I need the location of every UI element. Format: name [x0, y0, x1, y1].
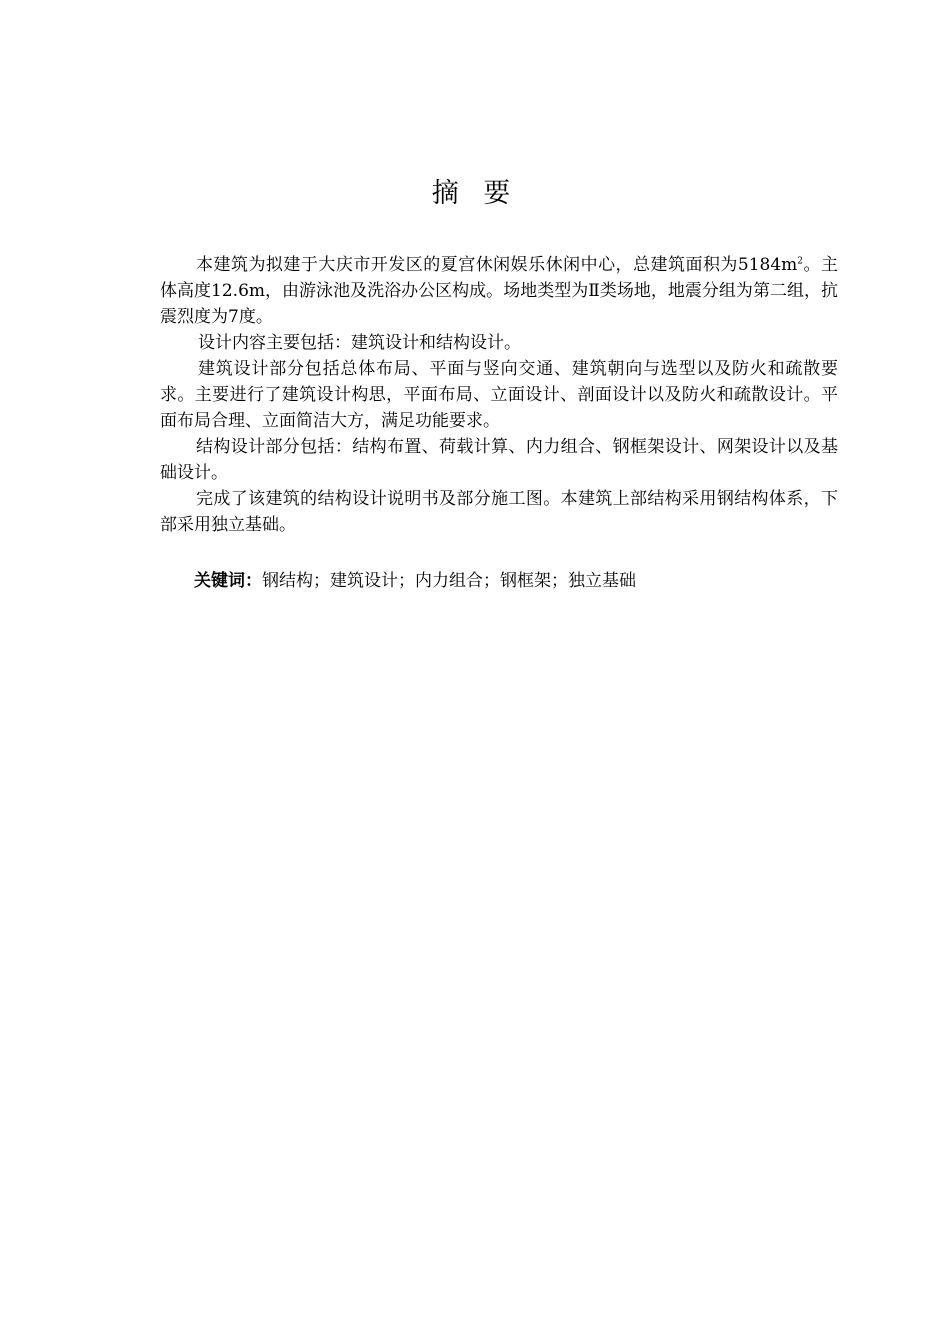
keywords-value: 钢结构；建筑设计；内力组合；钢框架；独立基础 — [262, 571, 636, 591]
abstract-paragraph-1 — [160, 252, 838, 330]
abstract-paragraph-2: 设计内容主要包括：建筑设计和结构设计。 — [198, 333, 521, 353]
area-unit-superscript: 2 — [797, 256, 804, 267]
abstract-paragraph-3: 建筑设计部分包括总体布局、平面与竖向交通、建筑朝向与选型以及防火和疏散要求。主要进行了建筑设计构思，平面布局、立面设计、剖面设计以及防火和疏散设计。平面布局合理、立面简洁大方，满足功能要求。 — [160, 359, 838, 431]
keywords-label: 关键词： — [194, 571, 262, 591]
abstract-paragraph-4: 结构设计部分包括：结构布置、荷载计算、内力组合、钢框架设计、网架设计以及基础设计。 — [160, 437, 838, 483]
abstract-paragraph-5: 完成了该建筑的结构设计说明书及部分施工图。本建筑上部结构采用钢结构体系，下部采用独立基础。 — [160, 489, 838, 535]
page-title: 摘 要 — [431, 178, 519, 209]
paragraph-1-text-a: 本建筑为拟建于大庆市开发区的夏宫休闲娱乐休闲中心，总建筑面积为5184m — [196, 255, 798, 275]
keywords-line — [194, 568, 636, 594]
abstract-body — [160, 252, 838, 538]
paragraph-1-text-b: 。主体高度12.6m，由游泳池及洗浴办公区构成。场地类型为Ⅱ类场地，地震分组为第二组，抗震烈度为7度。 — [160, 255, 838, 327]
